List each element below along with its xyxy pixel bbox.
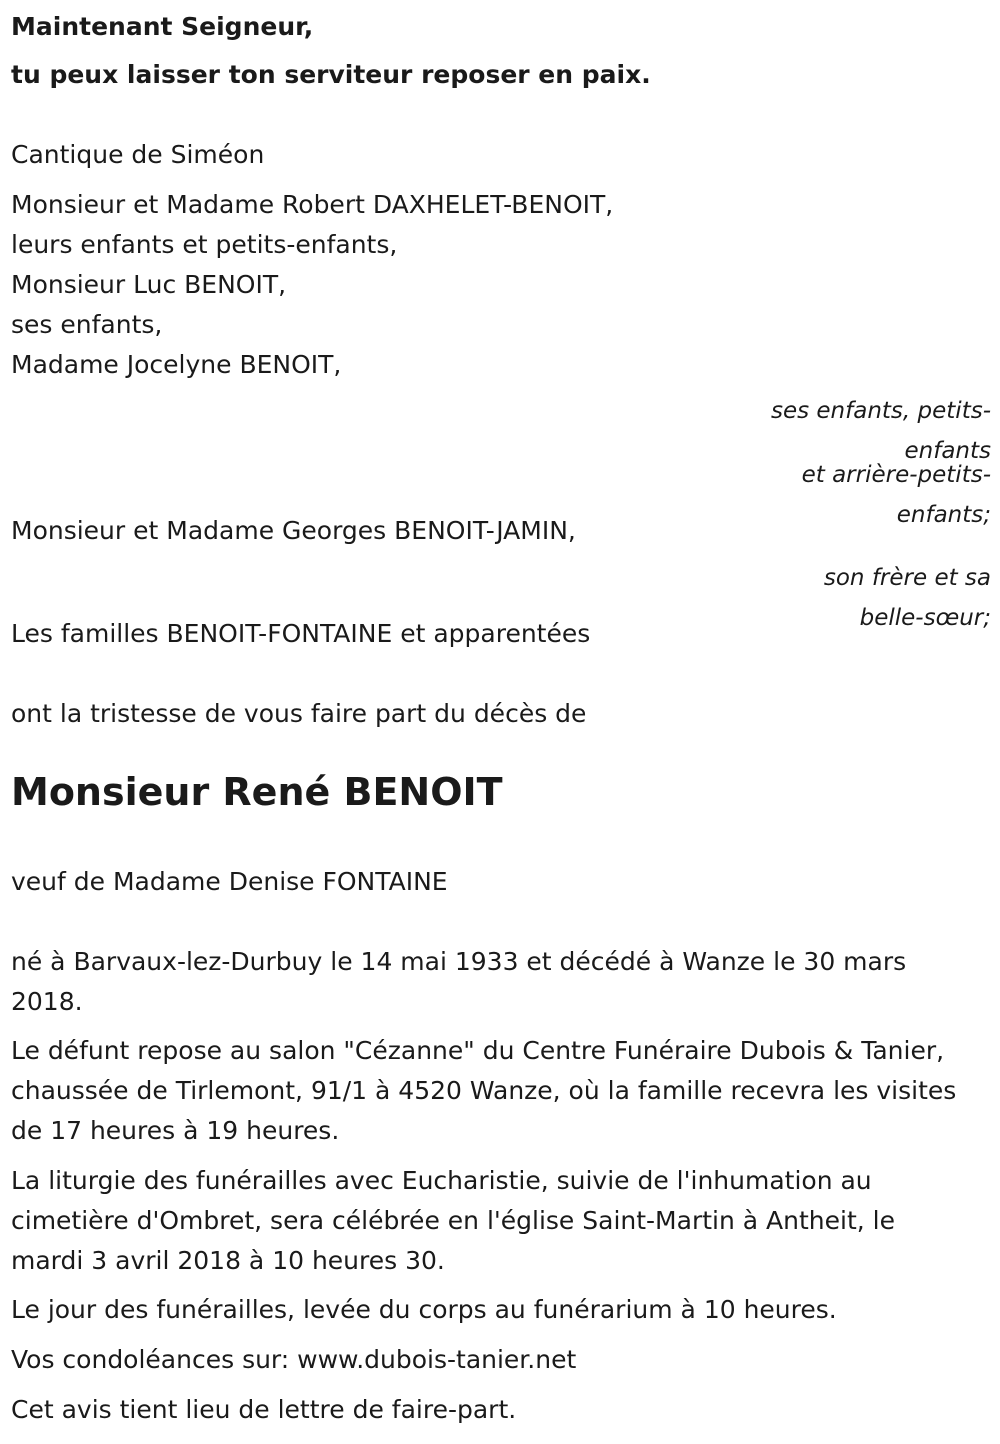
header-line-1: Maintenant Seigneur, xyxy=(11,12,314,41)
family-line-5: Madame Jocelyne BENOIT, xyxy=(11,350,342,379)
family-line-4: ses enfants, xyxy=(11,310,163,339)
family-note-2a: et arrière-petits- xyxy=(801,462,991,488)
family-note-3a: son frère et sa xyxy=(823,565,991,591)
condolences-label: Vos condoléances sur: xyxy=(11,1345,298,1374)
born-died-paragraph: né à Barvaux-lez-Durbuy le 14 mai 1933 et décédé à Wanze le 30 mars 2018. xyxy=(11,947,907,1016)
family-note-2b: enfants; xyxy=(896,502,991,528)
salon-paragraph: Le défunt repose au salon "Cézanne" du Centre Funéraire Dubois & Tanier, chaussée de Tirlemont, 91/1 à 4520 Wanze, où la famille recevra les visites de 17 heures à 19 heures. xyxy=(11,1036,957,1145)
family-line-2: leurs enfants et petits-enfants, xyxy=(11,230,398,259)
family-line-6: Monsieur et Madame Georges BENOIT-JAMIN, xyxy=(11,516,576,545)
condolences-line xyxy=(11,1340,971,1380)
levee-paragraph: Le jour des funérailles, levée du corps au funérarium à 10 heures. xyxy=(11,1295,837,1324)
citation: Cantique de Siméon xyxy=(11,140,265,169)
family-note-1b: enfants xyxy=(904,438,991,464)
liturgy-paragraph: La liturgie des funérailles avec Eucharistie, suivie de l'inhumation au cimetière d'Ombret, sera célébrée en l'église Saint-Martin à Antheit, le mardi 3 avril 2018 à 10 heures 30. xyxy=(11,1166,895,1275)
family-line-3: Monsieur Luc BENOIT, xyxy=(11,270,287,299)
family-note-3b: belle-sœur; xyxy=(859,605,991,631)
announcement: ont la tristesse de vous faire part du décès de xyxy=(11,699,587,728)
header-line-2: tu peux laisser ton serviteur reposer en paix. xyxy=(11,60,651,89)
widower-line: veuf de Madame Denise FONTAINE xyxy=(11,867,448,896)
family-line-7: Les familles BENOIT-FONTAINE et apparentées xyxy=(11,619,591,648)
family-note-1a: ses enfants, petits- xyxy=(770,398,991,424)
closing-line: Cet avis tient lieu de lettre de faire-part. xyxy=(11,1395,517,1424)
condolences-link[interactable]: www.dubois-tanier.net xyxy=(297,1345,577,1374)
deceased-name: Monsieur René BENOIT xyxy=(11,770,503,814)
family-line-1: Monsieur et Madame Robert DAXHELET-BENOIT, xyxy=(11,190,614,219)
